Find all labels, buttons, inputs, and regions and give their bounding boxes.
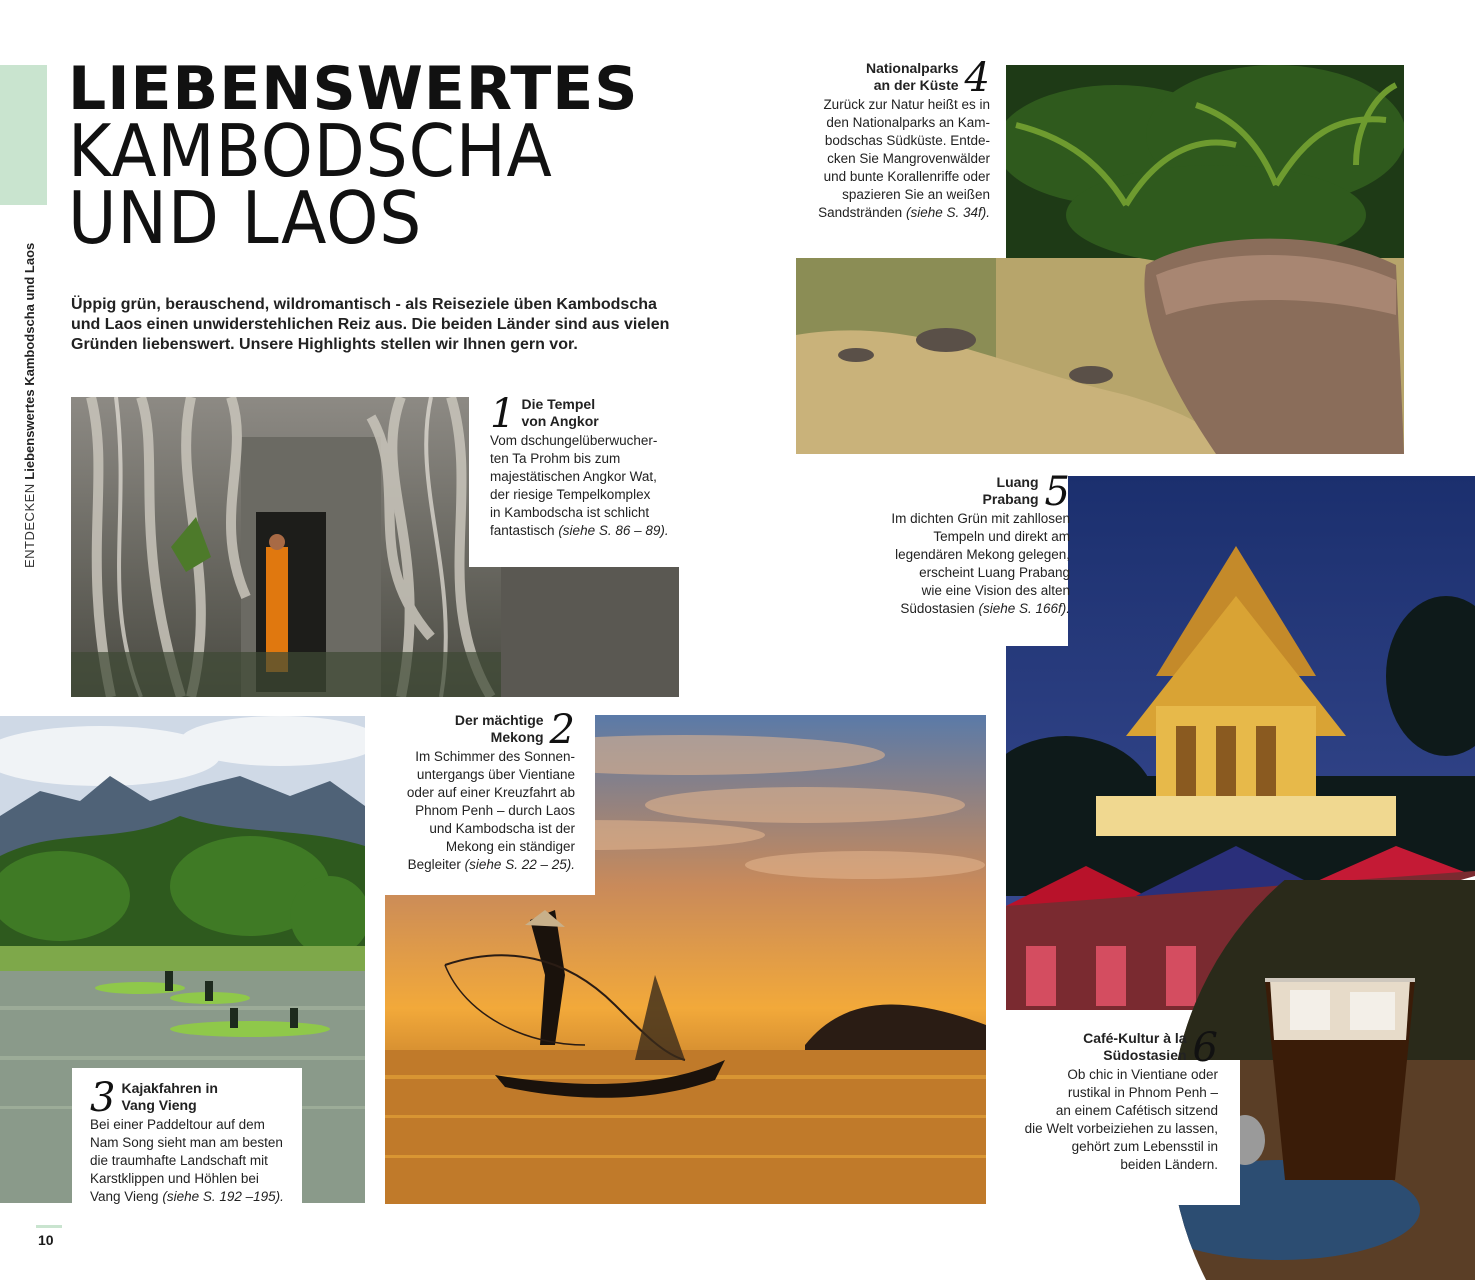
highlight-1 <box>490 391 675 540</box>
highlight-1-line: der riesige Tempelkomplex <box>490 487 651 502</box>
highlight-2-ref: (siehe S. 22 – 25). <box>464 857 575 872</box>
page-number-rule <box>36 1225 62 1228</box>
section-eyebrow: ENTDECKEN <box>22 483 37 568</box>
highlight-4-line: cken Sie Mangrovenwälder <box>827 151 990 166</box>
highlight-5-ref: (siehe S. 166f). <box>978 601 1070 616</box>
intro-text: Üppig grün, berauschend, wildromantisch - als Reiseziele üben Kambodscha und Laos einen unwiderstehlichen Reiz aus. Die beiden Länder sind aus vielen Gründen liebenswert. Unsere Highlights stellen wir Ihnen gern vor. <box>71 296 670 353</box>
highlight-2-line: und Kambodscha ist der <box>429 821 575 836</box>
highlight-6-line: gehört zum Lebensstil in <box>1071 1139 1218 1154</box>
highlight-4-number: 4 <box>964 55 990 101</box>
highlight-2-line: oder auf einer Kreuzfahrt ab <box>406 785 575 800</box>
highlight-5-line: erscheint Luang Prabang <box>919 565 1070 580</box>
highlight-4-line: bodschas Südküste. Entde- <box>824 133 990 148</box>
highlight-2-line: Im Schimmer des Sonnen- <box>415 749 575 764</box>
highlight-6-line: Ob chic in Vientiane oder <box>1067 1067 1218 1082</box>
highlight-2-head-2: Mekong <box>490 729 544 745</box>
highlight-5-line: wie eine Vision des alten <box>921 583 1070 598</box>
highlight-2-line: untergangs über Vientiane <box>416 767 575 782</box>
highlight-1-line: fantastisch <box>490 523 555 538</box>
highlight-4-line: den Nationalparks an Kam- <box>826 115 990 130</box>
title-line-1: LIEBENSWERTES <box>68 54 639 124</box>
highlight-5-number: 5 <box>1044 469 1070 515</box>
highlight-5 <box>860 469 1070 618</box>
highlight-4 <box>790 55 990 222</box>
highlight-6-head-1: Café-Kultur à la <box>1083 1030 1187 1046</box>
highlight-6-line: die Welt vorbeiziehen zu lassen, <box>1024 1121 1218 1136</box>
section-tab <box>0 65 47 205</box>
highlight-5-line: legendären Mekong gelegen, <box>895 547 1070 562</box>
highlight-1-head-2: von Angkor <box>521 413 599 429</box>
highlight-5-line: Tempeln und direkt am <box>933 529 1070 544</box>
highlight-4-line: und bunte Korallenriffe oder <box>823 169 990 184</box>
highlight-6-line: rustikal in Phnom Penh – <box>1067 1085 1218 1100</box>
highlight-1-number: 1 <box>490 391 516 437</box>
highlight-4-line: spazieren Sie an weißen <box>842 187 990 202</box>
highlight-3-line: Vang Vieng <box>90 1189 159 1204</box>
highlight-4-head-2: an der Küste <box>873 77 959 93</box>
highlight-3-number: 3 <box>90 1075 116 1121</box>
highlight-3-line: die traumhafte Landschaft mit <box>90 1153 268 1168</box>
highlight-6-line: beiden Ländern. <box>1120 1157 1218 1172</box>
highlight-4-line: Sandstränden <box>818 205 903 220</box>
highlight-3-ref: (siehe S. 192 –195). <box>162 1189 284 1204</box>
highlight-2-line: Begleiter <box>407 857 461 872</box>
highlight-5-head-2: Prabang <box>982 491 1039 507</box>
highlight-5-head-1: Luang <box>996 474 1039 490</box>
highlight-1-line: in Kambodscha ist schlicht <box>490 505 650 520</box>
highlight-1-line: Vom dschungelüberwucher- <box>490 433 658 448</box>
title-line-2: KAMBODSCHA <box>68 108 553 193</box>
highlight-2-line: Phnom Penh – durch Laos <box>415 803 575 818</box>
title-line-3: UND LAOS <box>68 175 423 260</box>
highlight-3-line: Karstklippen und Höhlen bei <box>90 1171 259 1186</box>
section-label <box>22 243 37 568</box>
highlight-4-ref: (siehe S. 34f). <box>905 205 990 220</box>
highlight-3-head-1: Kajakfahren in <box>121 1080 218 1096</box>
page-number: 10 <box>38 1232 54 1248</box>
highlight-5-line: Südostasien <box>900 601 975 616</box>
page-title <box>68 54 639 260</box>
highlight-4-head-1: Nationalparks <box>865 60 959 76</box>
highlight-1-line: majestätischen Angkor Wat, <box>490 469 657 484</box>
highlight-4-line: Zurück zur Natur heißt es in <box>823 97 990 112</box>
highlight-3 <box>90 1075 305 1206</box>
highlight-5-line: Im dichten Grün mit zahllosen <box>891 511 1070 526</box>
highlight-1-ref: (siehe S. 86 – 89). <box>558 523 669 538</box>
highlight-2-line: Mekong ein ständiger <box>445 839 575 854</box>
highlight-6-line: an einem Cafétisch sitzend <box>1055 1103 1218 1118</box>
highlight-6 <box>990 1025 1218 1174</box>
highlight-3-head-2: Vang Vieng <box>121 1097 197 1113</box>
section-title: Liebenswertes Kambodscha und Laos <box>22 242 37 480</box>
highlight-6-head-2: Südostasien <box>1103 1047 1187 1063</box>
highlight-3-line: Bei einer Paddeltour auf dem <box>90 1117 265 1132</box>
highlight-2-head-1: Der mächtige <box>454 712 544 728</box>
highlight-1-head-1: Die Tempel <box>521 396 596 412</box>
highlight-2-number: 2 <box>549 707 575 753</box>
highlight-6-number: 6 <box>1192 1025 1218 1071</box>
highlight-3-line: Nam Song sieht man am besten <box>90 1135 283 1150</box>
highlight-2 <box>380 707 575 874</box>
highlight-1-line: ten Ta Prohm bis zum <box>490 451 621 466</box>
